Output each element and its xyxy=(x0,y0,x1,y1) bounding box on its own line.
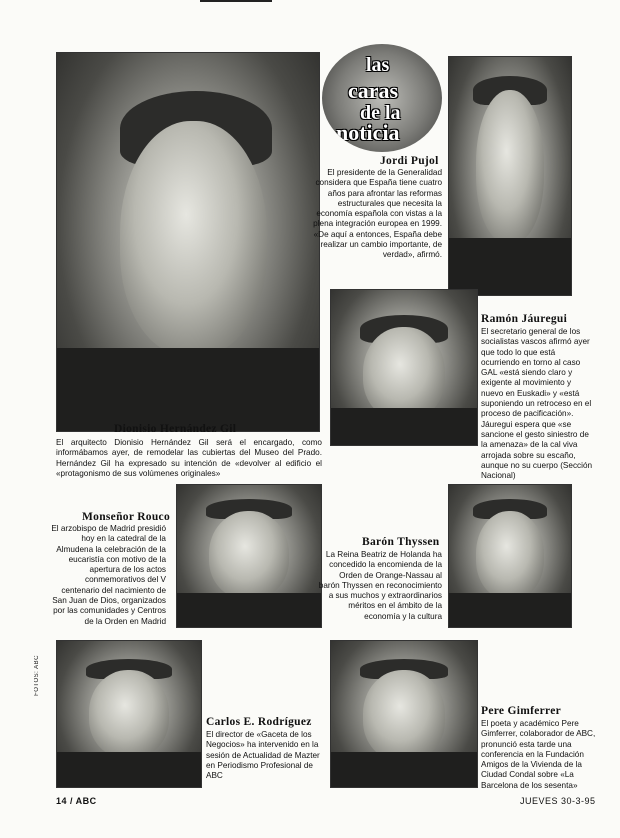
photo-gimferrer xyxy=(330,640,478,788)
text-thyssen: La Reina Beatriz de Holanda ha concedido la encomienda de la Orden de Orange-Nassau al barón Thyssen en reconocimiento a sus muchos y extraordinarios méritos en el ámbito de la economía y la cultura xyxy=(318,550,442,621)
name-gimferrer: Pere Gimferrer xyxy=(481,705,562,717)
photo-rouco xyxy=(176,484,322,628)
text-pujol: El presidente de la Generalidad considera que España tiene cuatro años para afrontar las reformas estructurales que necesita la economía española con vistas a la plena integración europea en 1999. «De aquí a entonces, España debe realizar un cambio importante, de verdad», afirmó. xyxy=(313,168,442,260)
page-number: 14 / ABC xyxy=(56,796,97,806)
photo-rodriguez xyxy=(56,640,202,788)
emblem-line-2: caras xyxy=(348,78,399,103)
name-pujol: Jordi Pujol xyxy=(380,155,439,167)
text-rouco: El arzobispo de Madrid presidió hoy en la catedral de la Almudena la celebración de la eucaristía con motivo de la apertura de los actos conmemorativos del V centenario del nacimiento de San Juan de Dios, organizados por las comunidades y Centros de la Orden en Madrid xyxy=(51,524,166,626)
photo-thyssen xyxy=(448,484,572,628)
photo-jauregui xyxy=(330,289,478,446)
photo-pujol xyxy=(448,56,572,296)
name-jauregui: Ramón Jáuregui xyxy=(481,313,568,325)
section-emblem xyxy=(322,44,442,152)
text-rodriguez: El director de «Gaceta de los Negocios» ha intervenido en la sesión de Actualidad de Mazter en Periodismo Profesional de ABC xyxy=(206,730,320,781)
emblem-line-4: noticia xyxy=(336,120,400,145)
name-thyssen: Barón Thyssen xyxy=(362,536,440,548)
photo-credit: FOTOS: ABC xyxy=(34,655,40,696)
name-hernandez-gil: Dionisio Hernández Gil xyxy=(114,423,237,435)
text-gimferrer: El poeta y académico Pere Gimferrer, colaborador de ABC, pronunció esta tarde una conferencia en la Fundación Amigos de la Vivienda de la Ciudad Condal sobre «La Barcelona de los sesenta» xyxy=(481,719,596,790)
photo-hernandez-gil xyxy=(56,52,320,432)
emblem-line-3: de la xyxy=(360,102,401,124)
issue-date: JUEVES 30-3-95 xyxy=(520,796,596,806)
text-hernandez-gil: El arquitecto Dionisio Hernández Gil será el encargado, como informábamos ayer, de remodelar las cubiertas del Museo del Prado. Hernández Gil ha expresado su intención de «devolver al edificio el «protagonismo de sus volúmenes originales» xyxy=(56,438,322,478)
name-rodriguez: Carlos E. Rodríguez xyxy=(206,716,312,728)
top-rule xyxy=(200,0,272,2)
text-jauregui: El secretario general de los socialistas vascos afirmó ayer que todo lo que está ocurriendo en torno al caso GAL «está siendo claro y exigente al movimiento y nuevo en Euskadi» y «está suponiendo un retroceso en el proceso de pacificación». Jáuregui espera que «se sancione el gesto siniestro de la amenaza» de la cal viva arrojada sobre su escaño, aunque no su cuerpo (Sección Nacional) xyxy=(481,327,593,481)
name-rouco: Monseñor Rouco xyxy=(82,511,171,523)
emblem-line-1: las xyxy=(366,54,390,76)
